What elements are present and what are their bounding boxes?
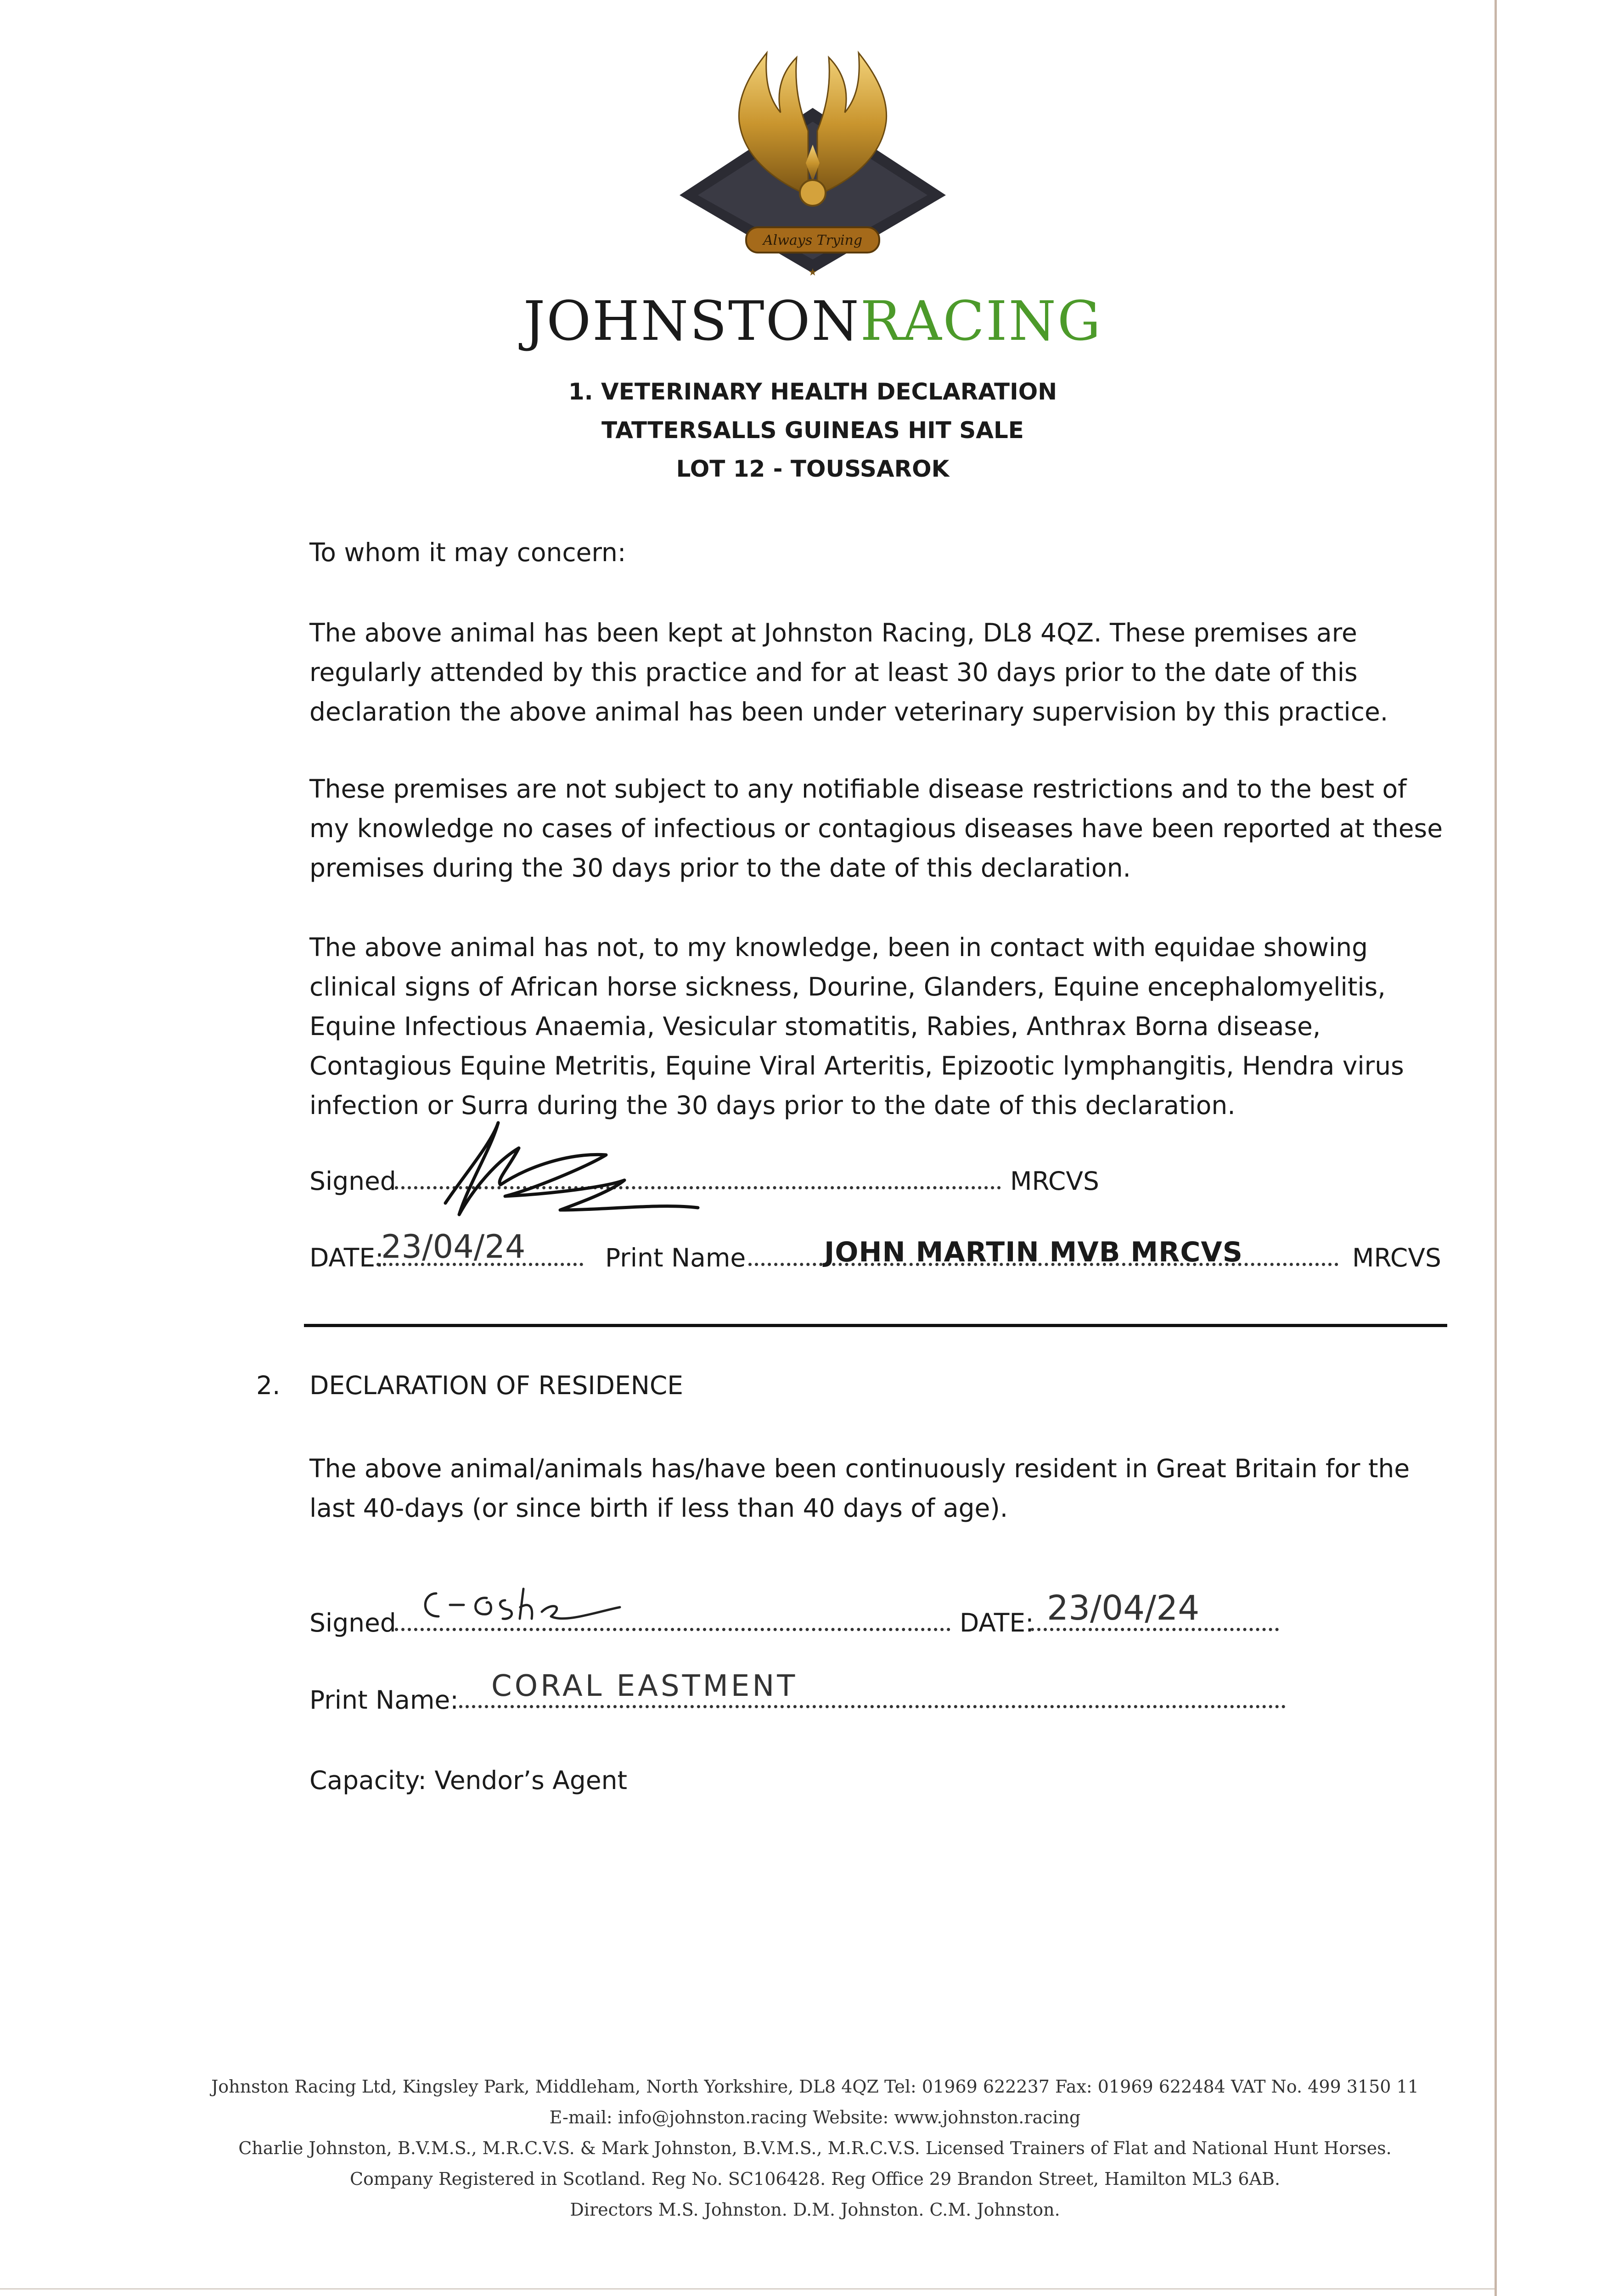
paragraph-disease-restrictions: These premises are not subject to any notifiable disease restrictions and to the best of my knowledge no cases of infectious or contagious diseases have been reported at these premises during the 30 days prior to the date of this declaration. (309, 774, 1443, 883)
brand-wordmark (459, 289, 1166, 353)
section2-number: 2. (256, 1371, 281, 1400)
agent-date-handwritten: 23/04/24 (1047, 1588, 1200, 1628)
section2-heading: DECLARATION OF RESIDENCE (309, 1371, 684, 1400)
agent-capacity: Capacity: Vendor’s Agent (309, 1766, 628, 1795)
brand-johnston: JOHNSTON (523, 289, 860, 353)
page-bottom-line (0, 2288, 1495, 2290)
vet-date-handwritten: 23/04/24 (381, 1228, 526, 1266)
vet-date-label: DATE: (309, 1243, 384, 1272)
salutation: To whom it may concern: (309, 538, 626, 567)
footer-trainers-line: Charlie Johnston, B.V.M.S., M.R.C.V.S. & Mark Johnston, B.V.M.S., M.R.C.V.S. Licensed Trainers of Flat and National Hunt Horses. (238, 2138, 1392, 2158)
vet-signed-label: Signed (309, 1166, 396, 1196)
agent-signature-image (413, 1580, 670, 1635)
svg-text:★: ★ (808, 267, 817, 278)
agent-print-name-line (459, 1705, 1286, 1708)
svg-text:Always Trying: Always Trying (763, 232, 863, 248)
footer-registration-line: Company Registered in Scotland. Reg No. SC106428. Reg Office 29 Brandon Street, Hamilton ML3 6AB. (349, 2169, 1281, 2189)
section1-heading: 1. VETERINARY HEALTH DECLARATION (568, 378, 1057, 405)
agent-date-line (1031, 1628, 1279, 1631)
agent-date-label: DATE: (960, 1608, 1034, 1638)
vet-mrcvs-suffix: MRCVS (1010, 1166, 1099, 1196)
page-edge-line (1495, 0, 1497, 2296)
section1-subheading-sale: TATTERSALLS GUINEAS HIT SALE (601, 417, 1024, 444)
vet-print-name-value: JOHN MARTIN MVB MRCVS (824, 1236, 1243, 1268)
agent-print-name-label: Print Name: (309, 1685, 459, 1715)
brand-racing: RACING (860, 289, 1102, 353)
vet-print-name-label: Print Name (605, 1243, 746, 1272)
agent-signed-label: Signed (309, 1608, 396, 1638)
section-divider (304, 1324, 1447, 1327)
paragraph-premises: The above animal has been kept at Johnston Racing, DL8 4QZ. These premises are regularly attended by this practice and for at least 30 days prior to the date of this declaration the above animal has been under veterinary supervision by this practice. (309, 618, 1388, 726)
agent-print-name-handwritten: CORAL EASTMENT (491, 1669, 798, 1703)
winged-emblem-logo-icon (661, 44, 964, 282)
footer-contact-line: E-mail: info@johnston.racing Website: www.johnston.racing (549, 2107, 1081, 2127)
paragraph-residence: The above animal/animals has/have been continuously resident in Great Britain for the last 40-days (or since birth if less than 40 days of age). (309, 1454, 1410, 1523)
section1-subheading-lot: LOT 12 - TOUSSAROK (676, 456, 950, 482)
footer-directors-line: Directors M.S. Johnston. D.M. Johnston. C.M. Johnston. (570, 2200, 1060, 2220)
vet-print-name-suffix: MRCVS (1352, 1243, 1441, 1272)
paragraph-contact-equidae: The above animal has not, to my knowledge, been in contact with equidae showing clinical signs of African horse sickness, Dourine, Glanders, Equine encephalomyelitis, Equine Infectious Anaemia, Vesicular stomatitis, Rabies, Anthrax Borna disease, Contagious Equine Metritis, Equine Viral Arteritis, Epizootic lymphangitis, Hendra virus infection or Surra during the 30 days prior to the date of this declaration. (309, 933, 1404, 1120)
footer-address-line: Johnston Racing Ltd, Kingsley Park, Middleham, North Yorkshire, DL8 4QZ Tel: 01969 622237 Fax: 01969 622484 VAT No. 499 3150 11 (211, 2077, 1419, 2097)
vet-signature-image (413, 1111, 826, 1221)
